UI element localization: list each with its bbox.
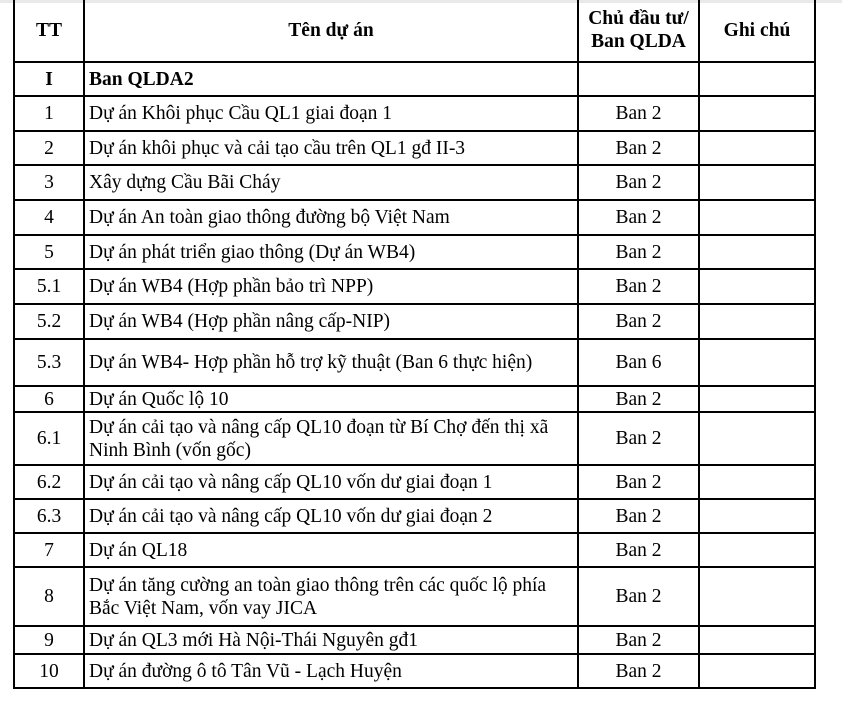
row-number: 6.3 <box>14 499 84 533</box>
table-row <box>14 654 815 688</box>
project-name: Dự án Quốc lộ 10 <box>84 386 578 412</box>
owner-cell: Ban 2 <box>578 567 699 626</box>
project-name: Dự án phát triển giao thông (Dự án WB4) <box>84 235 578 269</box>
owner-cell: Ban 2 <box>578 235 699 269</box>
project-name: Dự án QL3 mới Hà Nội-Thái Nguyên gđ1 <box>84 626 578 654</box>
table-row <box>14 533 815 567</box>
table-row <box>14 269 815 304</box>
header-note: Ghi chú <box>699 0 815 62</box>
row-number: 5 <box>14 235 84 269</box>
note-cell <box>699 62 815 96</box>
table-row <box>14 567 815 626</box>
owner-cell: Ban 2 <box>578 386 699 412</box>
owner-cell: Ban 2 <box>578 131 699 165</box>
row-number: 5.1 <box>14 269 84 304</box>
note-cell <box>699 96 815 131</box>
project-name: Dự án tăng cường an toàn giao thông trên các quốc lộ phía Bắc Việt Nam, vốn vay JICA <box>84 567 578 626</box>
project-name: Dự án đường ô tô Tân Vũ - Lạch Huyện <box>84 654 578 688</box>
owner-cell: Ban 2 <box>578 304 699 339</box>
table-row <box>14 339 815 386</box>
row-number: 8 <box>14 567 84 626</box>
table-row <box>14 626 815 654</box>
table-row <box>14 200 815 235</box>
note-cell <box>699 339 815 386</box>
project-name: Dự án WB4 (Hợp phần bảo trì NPP) <box>84 269 578 304</box>
row-number: 6 <box>14 386 84 412</box>
project-name: Dự án cải tạo và nâng cấp QL10 vốn dư giai đoạn 2 <box>84 499 578 533</box>
row-number: I <box>14 62 84 96</box>
note-cell <box>699 567 815 626</box>
owner-cell: Ban 2 <box>578 412 699 465</box>
row-number: 4 <box>14 200 84 235</box>
row-number: 7 <box>14 533 84 567</box>
project-name: Dự án WB4- Hợp phần hỗ trợ kỹ thuật (Ban 6 thực hiện) <box>84 339 578 386</box>
note-cell <box>699 386 815 412</box>
note-cell <box>699 533 815 567</box>
owner-cell: Ban 2 <box>578 200 699 235</box>
row-number: 1 <box>14 96 84 131</box>
project-name: Ban QLDA2 <box>84 62 578 96</box>
owner-cell: Ban 2 <box>578 96 699 131</box>
header-row <box>14 0 815 62</box>
project-name: Dự án An toàn giao thông đường bộ Việt Nam <box>84 200 578 235</box>
header-tt: TT <box>14 0 84 62</box>
header-project-name: Tên dự án <box>84 0 578 62</box>
table-row <box>14 465 815 499</box>
project-name: Dự án WB4 (Hợp phần nâng cấp-NIP) <box>84 304 578 339</box>
table-row <box>14 499 815 533</box>
note-cell <box>699 465 815 499</box>
row-number: 6.2 <box>14 465 84 499</box>
note-cell <box>699 235 815 269</box>
owner-cell: Ban 2 <box>578 626 699 654</box>
note-cell <box>699 654 815 688</box>
project-name: Dự án Khôi phục Cầu QL1 giai đoạn 1 <box>84 96 578 131</box>
section-row <box>14 62 815 96</box>
owner-cell <box>578 62 699 96</box>
row-number: 5.2 <box>14 304 84 339</box>
note-cell <box>699 626 815 654</box>
note-cell <box>699 165 815 200</box>
owner-cell: Ban 6 <box>578 339 699 386</box>
owner-cell: Ban 2 <box>578 499 699 533</box>
owner-cell: Ban 2 <box>578 465 699 499</box>
table-row <box>14 412 815 465</box>
table-row <box>14 131 815 165</box>
table-row <box>14 304 815 339</box>
row-number: 9 <box>14 626 84 654</box>
project-table <box>13 0 816 689</box>
owner-cell: Ban 2 <box>578 269 699 304</box>
project-name: Dự án cải tạo và nâng cấp QL10 vốn dư giai đoạn 1 <box>84 465 578 499</box>
owner-cell: Ban 2 <box>578 165 699 200</box>
table-row <box>14 235 815 269</box>
header-owner <box>578 0 699 62</box>
note-cell <box>699 304 815 339</box>
header-owner-line2: Ban QLDA <box>591 31 686 52</box>
owner-cell: Ban 2 <box>578 533 699 567</box>
project-name: Dự án cải tạo và nâng cấp QL10 đoạn từ Bí Chợ đến thị xã Ninh Bình (vốn gốc) <box>84 412 578 465</box>
project-name: Xây dựng Cầu Bãi Cháy <box>84 165 578 200</box>
note-cell <box>699 412 815 465</box>
owner-cell: Ban 2 <box>578 654 699 688</box>
table-row <box>14 165 815 200</box>
project-name: Dự án QL18 <box>84 533 578 567</box>
note-cell <box>699 200 815 235</box>
header-owner-line1: Chủ đầu tư/ <box>588 8 689 29</box>
table-row <box>14 96 815 131</box>
row-number: 10 <box>14 654 84 688</box>
row-number: 5.3 <box>14 339 84 386</box>
row-number: 3 <box>14 165 84 200</box>
note-cell <box>699 131 815 165</box>
project-name: Dự án khôi phục và cải tạo cầu trên QL1 gđ II-3 <box>84 131 578 165</box>
note-cell <box>699 269 815 304</box>
row-number: 6.1 <box>14 412 84 465</box>
note-cell <box>699 499 815 533</box>
row-number: 2 <box>14 131 84 165</box>
table-row <box>14 386 815 412</box>
